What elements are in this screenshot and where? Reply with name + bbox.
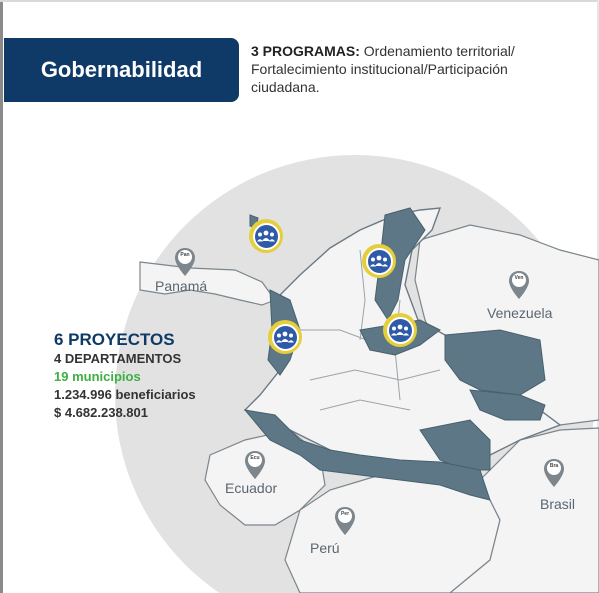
programs-lead: 3 PROGRAMAS: xyxy=(251,43,360,59)
pin-panama[interactable] xyxy=(174,247,196,277)
pin-code-brasil: Bra xyxy=(549,463,559,469)
badge-core xyxy=(387,317,414,344)
programs-text: Ordenamiento territorial/ Fortalecimiento institucional/Participación ciudadana. xyxy=(251,43,515,95)
people-group-icon xyxy=(369,254,389,268)
stats-municipalities: 19 municipios xyxy=(54,369,141,384)
badge-core xyxy=(272,324,299,351)
country-label-peru: Perú xyxy=(310,540,340,556)
stats-investment: $ 4.682.238.801 xyxy=(54,405,148,420)
people-group-icon xyxy=(390,323,410,337)
stats-block xyxy=(54,330,196,422)
programs-description xyxy=(251,42,551,96)
people-group-icon xyxy=(275,330,295,344)
country-label-panama: Panamá xyxy=(155,278,208,294)
pin-code-venezuela: Ven xyxy=(514,275,524,281)
stats-departments: 4 DEPARTAMENTOS xyxy=(54,351,182,366)
country-label-ecuador: Ecuador xyxy=(225,480,278,496)
people-group-icon xyxy=(256,229,276,243)
badge-core xyxy=(366,248,393,275)
pin-ecuador[interactable] xyxy=(244,450,266,480)
pin-code-peru: Per xyxy=(340,511,350,517)
pin-venezuela[interactable] xyxy=(508,270,530,300)
project-badge-magdalena[interactable] xyxy=(362,244,396,278)
pin-code-panama: Pan xyxy=(180,252,190,258)
stats-projects: 6 PROYECTOS xyxy=(54,330,175,349)
stats-beneficiaries: 1.234.996 beneficiarios xyxy=(54,387,196,402)
section-title-banner: Gobernabilidad xyxy=(4,38,239,102)
badge-core xyxy=(253,223,280,250)
pin-code-ecuador: Ecu xyxy=(250,455,260,461)
project-badge-santander[interactable] xyxy=(383,313,417,347)
country-label-brasil: Brasil xyxy=(540,496,576,512)
pin-peru[interactable] xyxy=(334,506,356,536)
pin-brasil[interactable] xyxy=(543,458,565,488)
project-badge-choco[interactable] xyxy=(268,320,302,354)
project-badge-san-andres[interactable] xyxy=(249,219,283,253)
country-label-venezuela: Venezuela xyxy=(487,305,553,321)
